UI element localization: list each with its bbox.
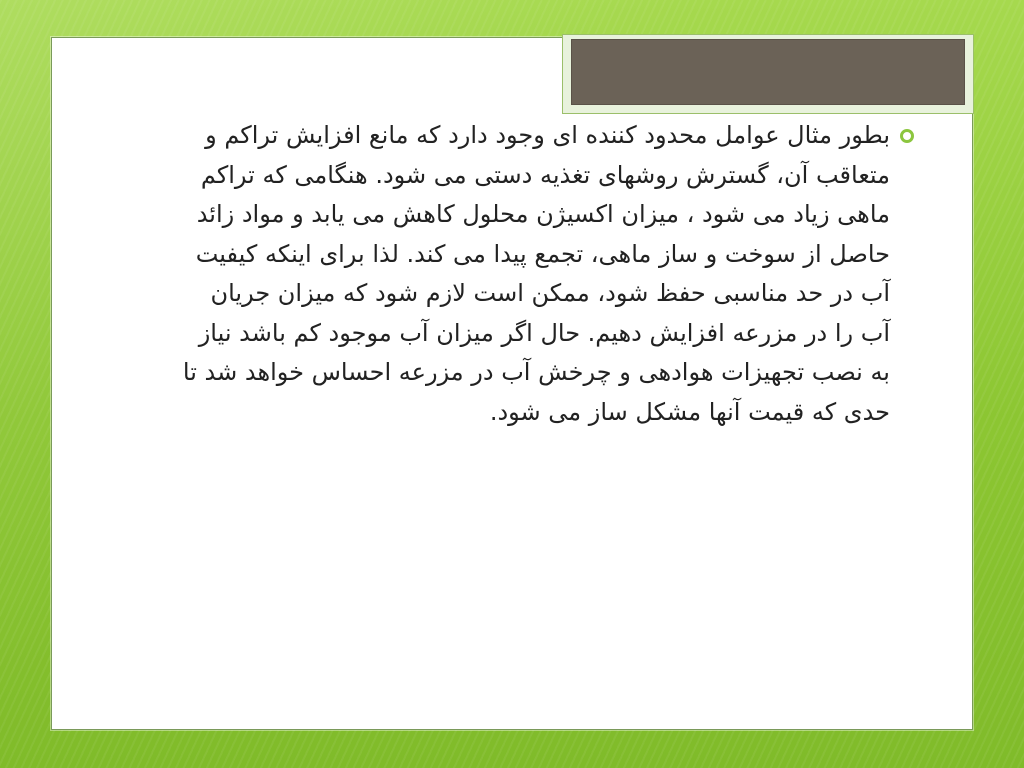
bullet-item: [172, 116, 914, 432]
title-placeholder-frame: [562, 34, 974, 114]
slide-content-panel: [51, 37, 973, 730]
slide-body: [172, 116, 914, 432]
bullet-text: بطور مثال عوامل محدود کننده ای وجود دارد که مانع افزایش تراکم و متعاقب آن، گسترش روشهای تغذیه دستی می شود. هنگامی که تراکم ماهی زیاد می شود ، میزان اکسیژن محلول کاهش می یابد و مواد زائد حاصل از سوخت و ساز ماهی، تجمع پیدا می کند. لذا برای اینکه کیفیت آب در حد مناسبی حفظ شود، ممکن است لازم شود که میزان جریان آب را در مزرعه افزایش دهیم. حال اگر میزان آب موجود کم باشد نیاز به نصب تجهیزات هوادهی و چرخش آب در مزرعه احساس خواهد شد تا حدی که قیمت آنها مشکل ساز می شود.: [182, 121, 890, 426]
hollow-circle-bullet-icon: [900, 129, 914, 143]
title-placeholder-box: [571, 39, 965, 105]
